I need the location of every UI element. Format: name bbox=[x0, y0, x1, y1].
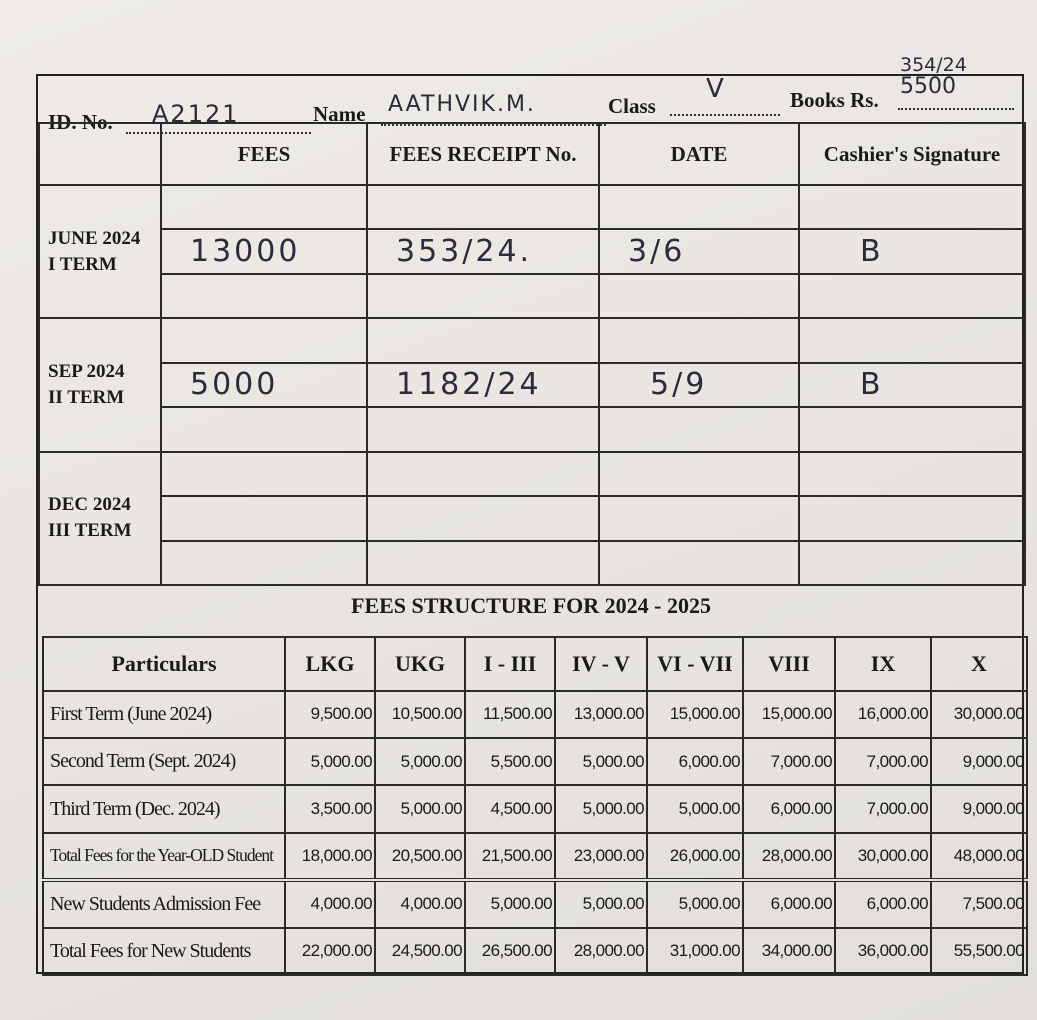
fee-cell: 5,000.00 bbox=[555, 738, 647, 785]
fee-structure-table bbox=[42, 636, 1028, 976]
term-3-row-a bbox=[39, 452, 1025, 496]
header-receipt-no: FEES RECEIPT No. bbox=[367, 123, 599, 185]
term-header-blank bbox=[39, 123, 161, 185]
term-1-date-blank-a bbox=[599, 185, 799, 229]
fee-cell: 5,000.00 bbox=[647, 880, 743, 927]
row-label: Second Term (Sept. 2024) bbox=[43, 738, 285, 785]
term-1-signature: B bbox=[799, 229, 1025, 273]
col-x: X bbox=[931, 637, 1027, 691]
fee-cell: 18,000.00 bbox=[285, 833, 375, 880]
table-row bbox=[43, 691, 1027, 738]
row-label: New Students Admission Fee bbox=[43, 880, 285, 927]
col-lkg: LKG bbox=[285, 637, 375, 691]
fee-header-row bbox=[43, 637, 1027, 691]
fee-cell: 5,000.00 bbox=[647, 785, 743, 832]
term-2-fees: 5000 bbox=[161, 363, 367, 407]
term-2-signature: B bbox=[799, 363, 1025, 407]
term-2-row-b bbox=[39, 363, 1025, 407]
term-1-row-b bbox=[39, 229, 1025, 273]
name-label: Name bbox=[313, 102, 366, 126]
fee-cell: 7,500.00 bbox=[931, 880, 1027, 927]
fee-cell: 4,500.00 bbox=[465, 785, 555, 832]
student-header bbox=[48, 54, 1018, 134]
term-2-receipt-blank-a bbox=[367, 318, 599, 362]
fee-cell: 26,000.00 bbox=[647, 833, 743, 880]
term-1-receipt-blank-a bbox=[367, 185, 599, 229]
col-viii: VIII bbox=[743, 637, 835, 691]
class-dotted-line bbox=[670, 114, 780, 116]
col-vi-vii: VI - VII bbox=[647, 637, 743, 691]
term-payments-table bbox=[38, 122, 1026, 586]
row-label: Total Fees for New Students bbox=[43, 928, 285, 975]
fee-cell: 31,000.00 bbox=[647, 928, 743, 975]
term-3-receipt-blank-a bbox=[367, 452, 599, 496]
term-3-label bbox=[39, 452, 161, 585]
books-receipt-value: 354/24 bbox=[900, 54, 967, 76]
term-1-month: JUNE 2024 bbox=[48, 227, 141, 249]
term-2-month: SEP 2024 bbox=[48, 360, 125, 382]
fee-cell: 7,000.00 bbox=[835, 785, 931, 832]
fee-cell: 5,000.00 bbox=[555, 785, 647, 832]
table-row bbox=[43, 738, 1027, 785]
term-1-fees-blank-a bbox=[161, 185, 367, 229]
fee-cell: 9,000.00 bbox=[931, 785, 1027, 832]
fee-cell: 26,500.00 bbox=[465, 928, 555, 975]
term-2-fees-blank-c bbox=[161, 407, 367, 451]
books-amount-value: 5500 bbox=[900, 74, 956, 99]
fee-cell: 5,000.00 bbox=[375, 785, 465, 832]
fee-cell: 5,000.00 bbox=[465, 880, 555, 927]
class-value: V bbox=[706, 74, 726, 104]
fee-cell: 6,000.00 bbox=[835, 880, 931, 927]
col-iv-v: IV - V bbox=[555, 637, 647, 691]
fee-cell: 24,500.00 bbox=[375, 928, 465, 975]
fee-cell: 10,500.00 bbox=[375, 691, 465, 738]
fee-cell: 6,000.00 bbox=[743, 785, 835, 832]
term-2-date-blank-a bbox=[599, 318, 799, 362]
term-3-month: DEC 2024 bbox=[48, 494, 131, 516]
fee-cell: 55,500.00 bbox=[931, 928, 1027, 975]
term-3-date-blank-c bbox=[599, 541, 799, 586]
fee-cell: 9,500.00 bbox=[285, 691, 375, 738]
table-row bbox=[43, 833, 1027, 880]
fee-cell: 13,000.00 bbox=[555, 691, 647, 738]
fee-cell: 48,000.00 bbox=[931, 833, 1027, 880]
id-label: ID. No. bbox=[48, 110, 113, 134]
term-3-name: III TERM bbox=[48, 520, 132, 542]
fee-cell: 4,000.00 bbox=[375, 880, 465, 927]
term-1-row-a bbox=[39, 185, 1025, 229]
col-i-iii: I - III bbox=[465, 637, 555, 691]
col-particulars: Particulars bbox=[43, 637, 285, 691]
fee-cell: 7,000.00 bbox=[743, 738, 835, 785]
table-row bbox=[43, 928, 1027, 975]
term-3-receipt bbox=[367, 496, 599, 540]
term-2-fees-blank-a bbox=[161, 318, 367, 362]
fee-structure-title: FEES STRUCTURE FOR 2024 - 2025 bbox=[351, 593, 711, 618]
fee-cell: 5,500.00 bbox=[465, 738, 555, 785]
term-3-sign-blank-a bbox=[799, 452, 1025, 496]
term-1-date-blank-c bbox=[599, 274, 799, 318]
fee-cell: 34,000.00 bbox=[743, 928, 835, 975]
term-3-fees-blank-c bbox=[161, 541, 367, 586]
fee-cell: 36,000.00 bbox=[835, 928, 931, 975]
class-label: Class bbox=[608, 94, 656, 118]
term-2-receipt: 1182/24 bbox=[367, 363, 599, 407]
row-label: Third Term (Dec. 2024) bbox=[43, 785, 285, 832]
fee-cell: 22,000.00 bbox=[285, 928, 375, 975]
table-row bbox=[43, 880, 1027, 927]
fee-cell: 15,000.00 bbox=[743, 691, 835, 738]
term-2-sign-blank-a bbox=[799, 318, 1025, 362]
fee-cell: 28,000.00 bbox=[555, 928, 647, 975]
term-3-fees bbox=[161, 496, 367, 540]
fee-cell: 3,500.00 bbox=[285, 785, 375, 832]
fee-cell: 15,000.00 bbox=[647, 691, 743, 738]
fee-cell: 5,000.00 bbox=[555, 880, 647, 927]
fee-cell: 11,500.00 bbox=[465, 691, 555, 738]
term-1-fees: 13000 bbox=[161, 229, 367, 273]
term-header-row bbox=[39, 123, 1025, 185]
term-2-date-blank-c bbox=[599, 407, 799, 451]
fee-cell: 30,000.00 bbox=[835, 833, 931, 880]
term-1-date: 3/6 bbox=[599, 229, 799, 273]
term-1-receipt: 353/24. bbox=[367, 229, 599, 273]
fee-cell: 28,000.00 bbox=[743, 833, 835, 880]
id-value: A2121 bbox=[152, 100, 240, 128]
fee-rows bbox=[43, 691, 1027, 975]
term-3-receipt-blank-c bbox=[367, 541, 599, 586]
fee-cell: 30,000.00 bbox=[931, 691, 1027, 738]
fee-cell: 23,000.00 bbox=[555, 833, 647, 880]
fee-cell: 21,500.00 bbox=[465, 833, 555, 880]
books-label: Books Rs. bbox=[790, 88, 879, 112]
term-1-fees-blank-c bbox=[161, 274, 367, 318]
term-1-row-c bbox=[39, 274, 1025, 318]
row-label: Total Fees for the Year-OLD Student bbox=[43, 833, 285, 880]
fee-cell: 4,000.00 bbox=[285, 880, 375, 927]
term-3-signature bbox=[799, 496, 1025, 540]
term-3-row-b bbox=[39, 496, 1025, 540]
header-date: DATE bbox=[599, 123, 799, 185]
term-2-row-a bbox=[39, 318, 1025, 362]
term-1-label bbox=[39, 185, 161, 318]
table-row bbox=[43, 785, 1027, 832]
term-1-sign-blank-c bbox=[799, 274, 1025, 318]
term-1-sign-blank-a bbox=[799, 185, 1025, 229]
term-1-name: I TERM bbox=[48, 253, 117, 275]
term-2-receipt-blank-c bbox=[367, 407, 599, 451]
term-3-date bbox=[599, 496, 799, 540]
term-2-sign-blank-c bbox=[799, 407, 1025, 451]
term-3-fees-blank-a bbox=[161, 452, 367, 496]
term-2-row-c bbox=[39, 407, 1025, 451]
fee-cell: 6,000.00 bbox=[743, 880, 835, 927]
term-3-row-c bbox=[39, 541, 1025, 586]
col-ix: IX bbox=[835, 637, 931, 691]
term-2-label bbox=[39, 318, 161, 451]
fee-cell: 9,000.00 bbox=[931, 738, 1027, 785]
fee-cell: 16,000.00 bbox=[835, 691, 931, 738]
term-3-sign-blank-c bbox=[799, 541, 1025, 586]
term-3-date-blank-a bbox=[599, 452, 799, 496]
term-2-name: II TERM bbox=[48, 386, 125, 408]
row-label: First Term (June 2024) bbox=[43, 691, 285, 738]
term-1-receipt-blank-c bbox=[367, 274, 599, 318]
fee-cell: 5,000.00 bbox=[285, 738, 375, 785]
fee-cell: 5,000.00 bbox=[375, 738, 465, 785]
header-cashier-signature: Cashier's Signature bbox=[799, 123, 1025, 185]
name-value: AATHVIK.M. bbox=[388, 92, 536, 117]
books-dotted-line bbox=[898, 108, 1014, 110]
header-fees: FEES bbox=[161, 123, 367, 185]
fee-cell: 6,000.00 bbox=[647, 738, 743, 785]
col-ukg: UKG bbox=[375, 637, 465, 691]
term-2-date: 5/9 bbox=[599, 363, 799, 407]
fee-cell: 7,000.00 bbox=[835, 738, 931, 785]
fee-cell: 20,500.00 bbox=[375, 833, 465, 880]
